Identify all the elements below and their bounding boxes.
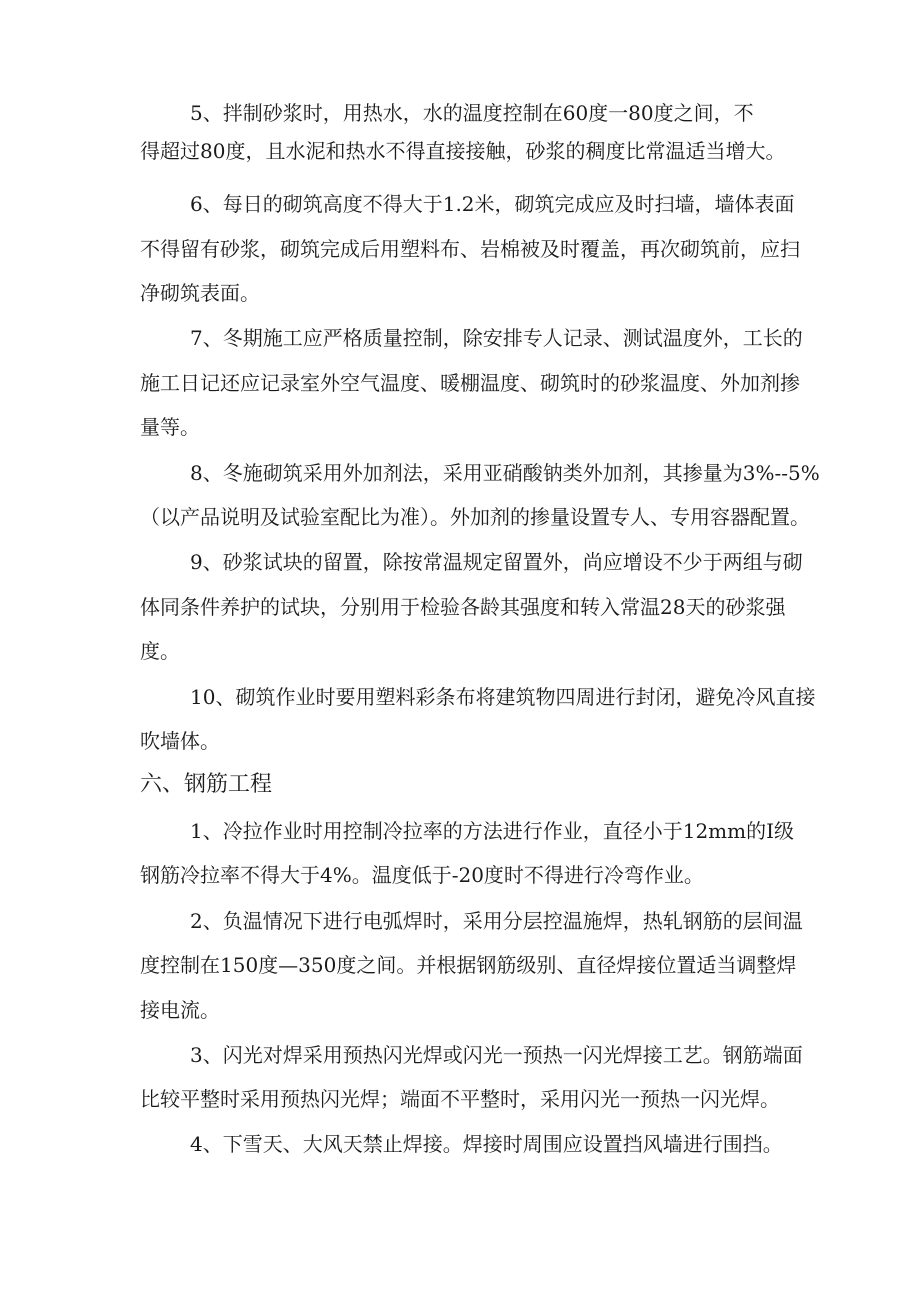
section-title: 六、钢筋工程 [140, 772, 273, 797]
paragraph-rebar-1 [140, 816, 820, 890]
paragraph-rebar-4 [140, 1129, 820, 1159]
text-line: 10、砌筑作业时要用塑料彩条布将建筑物四周进行封闭，避免冷风直接 [190, 685, 816, 709]
text-line: 3、闪光对焊采用预热闪光焊或闪光一预热一闪光焊接工艺。钢筋端面 [190, 1043, 803, 1067]
text-line: 1、冷拉作业时用控制冷拉率的方法进行作业，直径小于12mm的I级 [190, 819, 795, 843]
paragraph-10 [140, 682, 820, 756]
text-line: 7、冬期施工应严格质量控制，除安排专人记录、测试温度外，工长的 [190, 326, 803, 350]
paragraph-6 [140, 189, 820, 308]
text-line: 度控制在150度—350度之间。并根据钢筋级别、直径焊接位置适当调整焊 [140, 953, 797, 977]
text-line: 接电流。 [140, 998, 220, 1022]
paragraph-rebar-2 [140, 906, 820, 1025]
text-line: 体同条件养护的试块，分别用于检验各龄其强度和转入常温28天的砂浆强 [140, 595, 786, 619]
text-line: 5、拌制砂浆时，用热水，水的温度控制在60度一80度之间，不 [190, 101, 754, 125]
text-line: 净砌筑表面。 [140, 281, 260, 305]
paragraph-9 [140, 547, 820, 666]
text-line: 施工日记还应记录室外空气温度、暖棚温度、砌筑时的砂浆温度、外加剂掺 [140, 371, 800, 395]
text-line: 9、砂浆试块的留置，除按常温规定留置外，尚应增设不少于两组与砌 [190, 550, 803, 574]
section-heading [140, 770, 820, 800]
text-line: 钢筋冷拉率不得大于4%。温度低于-20度时不得进行冷弯作业。 [140, 863, 704, 887]
text-line: 6、每日的砌筑高度不得大于1.2米，砌筑完成应及时扫墙，墙体表面 [190, 192, 795, 216]
text-line: 4、下雪天、大风天禁止焊接。焊接时周围应设置挡风墙进行围挡。 [190, 1132, 783, 1156]
paragraph-5 [140, 98, 820, 166]
text-line: （以产品说明及试验室配比为准）。外加剂的掺量设置专人、专用容器配置。 [140, 505, 810, 529]
paragraph-7 [140, 323, 820, 442]
text-line: 吹墙体。 [140, 729, 220, 753]
paragraph-rebar-3 [140, 1040, 820, 1114]
text-line: 度。 [140, 639, 180, 663]
text-line: 2、负温情况下进行电弧焊时，采用分层控温施焊，热轧钢筋的层间温 [190, 909, 803, 933]
text-line: 得超过80度，且水泥和热水不得直接接触，砂浆的稠度比常温适当增大。 [140, 139, 786, 163]
text-line: 比较平整时采用预热闪光焊；端面不平整时，采用闪光一预热一闪光焊。 [140, 1087, 780, 1111]
text-line: 不得留有砂浆，砌筑完成后用塑料布、岩棉被及时覆盖，再次砌筑前，应扫 [140, 237, 800, 261]
paragraph-8 [140, 458, 820, 532]
text-line: 量等。 [140, 415, 200, 439]
text-line: 8、冬施砌筑采用外加剂法，采用亚硝酸钠类外加剂，其掺量为3%--5% [190, 461, 820, 485]
